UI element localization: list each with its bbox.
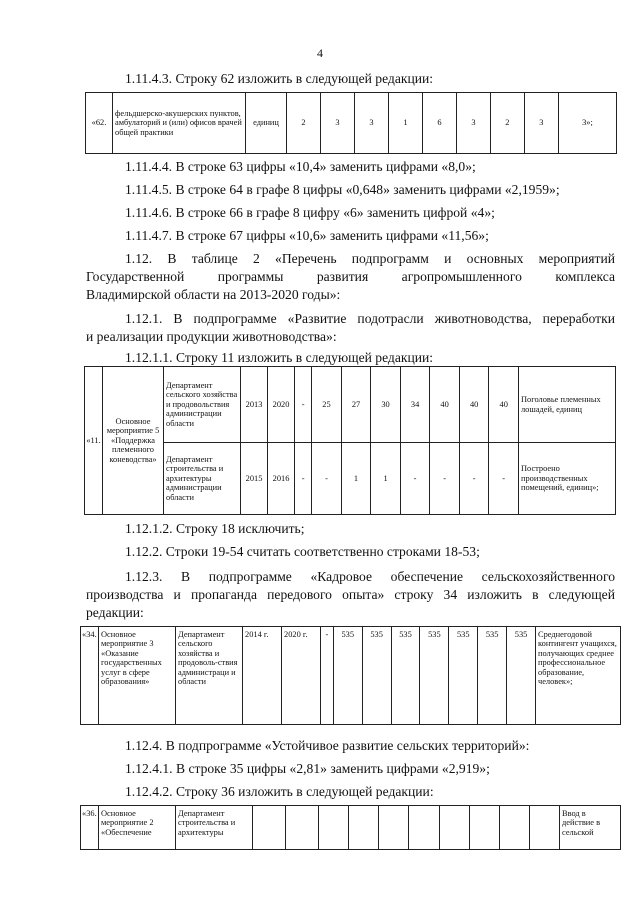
- executor: Департамент сельского хозяйства и продоволь-ствия администраци и области: [176, 627, 243, 725]
- table-cell: 535: [420, 627, 449, 725]
- table-cell: [319, 806, 349, 850]
- row-number: «36.: [81, 806, 99, 850]
- paragraph-1-12-3-line-2: производства и пропаганда передового опыта» строку 34 изложить в следующей: [86, 587, 615, 602]
- table-cell: [349, 806, 379, 850]
- table-cell: 3: [320, 93, 354, 154]
- table-cell: -: [312, 443, 342, 515]
- paragraph-1-12-line-3: Владимирской области на 2013-2020 годы»:: [86, 287, 341, 302]
- end-year: 2020 г.: [282, 627, 321, 725]
- page-number: 4: [317, 46, 323, 60]
- table-cell: 535: [507, 627, 536, 725]
- table-cell: [409, 806, 439, 850]
- table-row-62: [85, 92, 617, 154]
- measure-name: Основное мероприятие 2 «Обеспечение: [99, 806, 176, 850]
- table-cell: 25: [312, 367, 342, 443]
- row-number: «62.: [86, 93, 113, 154]
- paragraph-1-12-3-line-1: 1.12.3. В подпрограмме «Кадровое обеспечение сельскохозяйственного: [125, 569, 615, 584]
- table-cell: 3: [524, 93, 558, 154]
- measure-name: Основное мероприятие 3 «Оказание государственных услуг в сфере образования»: [99, 627, 176, 725]
- indicator: Ввод в действие в сельской: [560, 806, 621, 850]
- table-cell: 535: [362, 627, 391, 725]
- table-cell: [469, 806, 499, 850]
- table-cell: 535: [391, 627, 420, 725]
- table-cell: 535: [478, 627, 507, 725]
- start-year: 2015: [241, 443, 268, 515]
- end-year: 2020: [268, 367, 295, 443]
- table-cell: [286, 806, 319, 850]
- table-cell: [529, 806, 559, 850]
- amendment-1-11-4-7: 1.11.4.7. В строке 67 цифры «10,6» заменить цифрами «11,56»;: [125, 228, 489, 243]
- table-cell: 1: [371, 443, 401, 515]
- paragraph-1-12-line-2: Государственной программы развития агропромышленного комплекса: [86, 269, 615, 284]
- table-cell: -: [489, 443, 519, 515]
- measure-name: Основное мероприятие 5 «Поддержка племенного коневодства»: [103, 367, 164, 515]
- amendment-1-11-4-4: 1.11.4.4. В строке 63 цифры «10,4» заменить цифрами «8,0»;: [125, 159, 476, 174]
- amendment-1-12-4-2: 1.12.4.2. Строку 36 изложить в следующей редакции:: [125, 784, 434, 799]
- indicator: Поголовье племенных лошадей, единиц: [519, 367, 616, 443]
- table-cell: 1: [388, 93, 422, 154]
- table-cell: -: [430, 443, 460, 515]
- table-cell: [499, 806, 529, 850]
- table-cell: 40: [459, 367, 489, 443]
- executor: Департамент строительства и архитектуры администрации области: [164, 443, 241, 515]
- table-cell: 535: [333, 627, 362, 725]
- table-cell: [439, 806, 469, 850]
- amendment-1-11-4-6: 1.11.4.6. В строке 66 в графе 8 цифру «6» заменить цифрой «4»;: [125, 205, 495, 220]
- table-row-11: [84, 366, 616, 515]
- table-cell: 40: [430, 367, 460, 443]
- amendment-1-12-2: 1.12.2. Строки 19-54 считать соответственно строками 18-53;: [125, 544, 480, 559]
- table-cell: 3»;: [558, 93, 616, 154]
- unit: единиц: [246, 93, 287, 154]
- paragraph-1-12-1-line-2: и реализации продукции животноводства»:: [86, 329, 337, 344]
- table-cell: 3: [354, 93, 388, 154]
- table-cell: 2: [490, 93, 524, 154]
- amendment-1-12-4: 1.12.4. В подпрограмме «Устойчивое развитие сельских территорий»:: [125, 738, 530, 753]
- indicator-name: фельдшерско-акушерских пунктов, амбулаторий и (или) офисов врачей общей практики: [113, 93, 246, 154]
- table-cell: -: [295, 443, 312, 515]
- amendment-1-12-1-2: 1.12.1.2. Строку 18 исключить;: [125, 521, 305, 536]
- amendment-1-12-4-1: 1.12.4.1. В строке 35 цифры «2,81» заменить цифрами «2,919»;: [125, 761, 490, 776]
- table-cell: 34: [400, 367, 430, 443]
- table-cell: 3: [456, 93, 490, 154]
- end-year: 2016: [268, 443, 295, 515]
- paragraph-1-12-3-line-3: редакции:: [86, 605, 144, 620]
- row-number: «11.: [85, 367, 103, 515]
- table-row-36: [80, 805, 621, 850]
- start-year: 2014 г.: [243, 627, 282, 725]
- table-cell: 2: [287, 93, 321, 154]
- paragraph-1-12-line-1: 1.12. В таблице 2 «Перечень подпрограмм и основных мероприятий: [125, 251, 615, 266]
- executor: Департамент сельского хозяйства и продовольствия администрации области: [164, 367, 241, 443]
- table-cell: -: [321, 627, 334, 725]
- table-cell: 30: [371, 367, 401, 443]
- amendment-1-11-4-3: 1.11.4.3. Строку 62 изложить в следующей редакции:: [125, 71, 434, 86]
- table-cell: [379, 806, 409, 850]
- table-cell: [253, 806, 286, 850]
- table-cell: -: [295, 367, 312, 443]
- indicator: Среднегодовой контингент учащихся, получающих среднее профессиональное образование, человек»;: [536, 627, 621, 725]
- indicator: Построено производственных помещений, единиц»;: [519, 443, 616, 515]
- table-row-34: [80, 626, 621, 725]
- table-cell: 6: [422, 93, 456, 154]
- table-cell: -: [400, 443, 430, 515]
- paragraph-1-12-1-line-1: 1.12.1. В подпрограмме «Развитие подотрасли животноводства, переработки: [125, 311, 615, 326]
- table-cell: 535: [449, 627, 478, 725]
- amendment-1-11-4-5: 1.11.4.5. В строке 64 в графе 8 цифры «0,648» заменить цифрами «2,1959»;: [125, 182, 560, 197]
- table-cell: 27: [341, 367, 371, 443]
- amendment-1-12-1-1: 1.12.1.1. Строку 11 изложить в следующей редакции:: [125, 350, 434, 365]
- row-number: «34.: [81, 627, 99, 725]
- table-cell: -: [459, 443, 489, 515]
- table-cell: 40: [489, 367, 519, 443]
- table-cell: 1: [341, 443, 371, 515]
- start-year: 2013: [241, 367, 268, 443]
- executor: Департамент строительства и архитектуры: [176, 806, 253, 850]
